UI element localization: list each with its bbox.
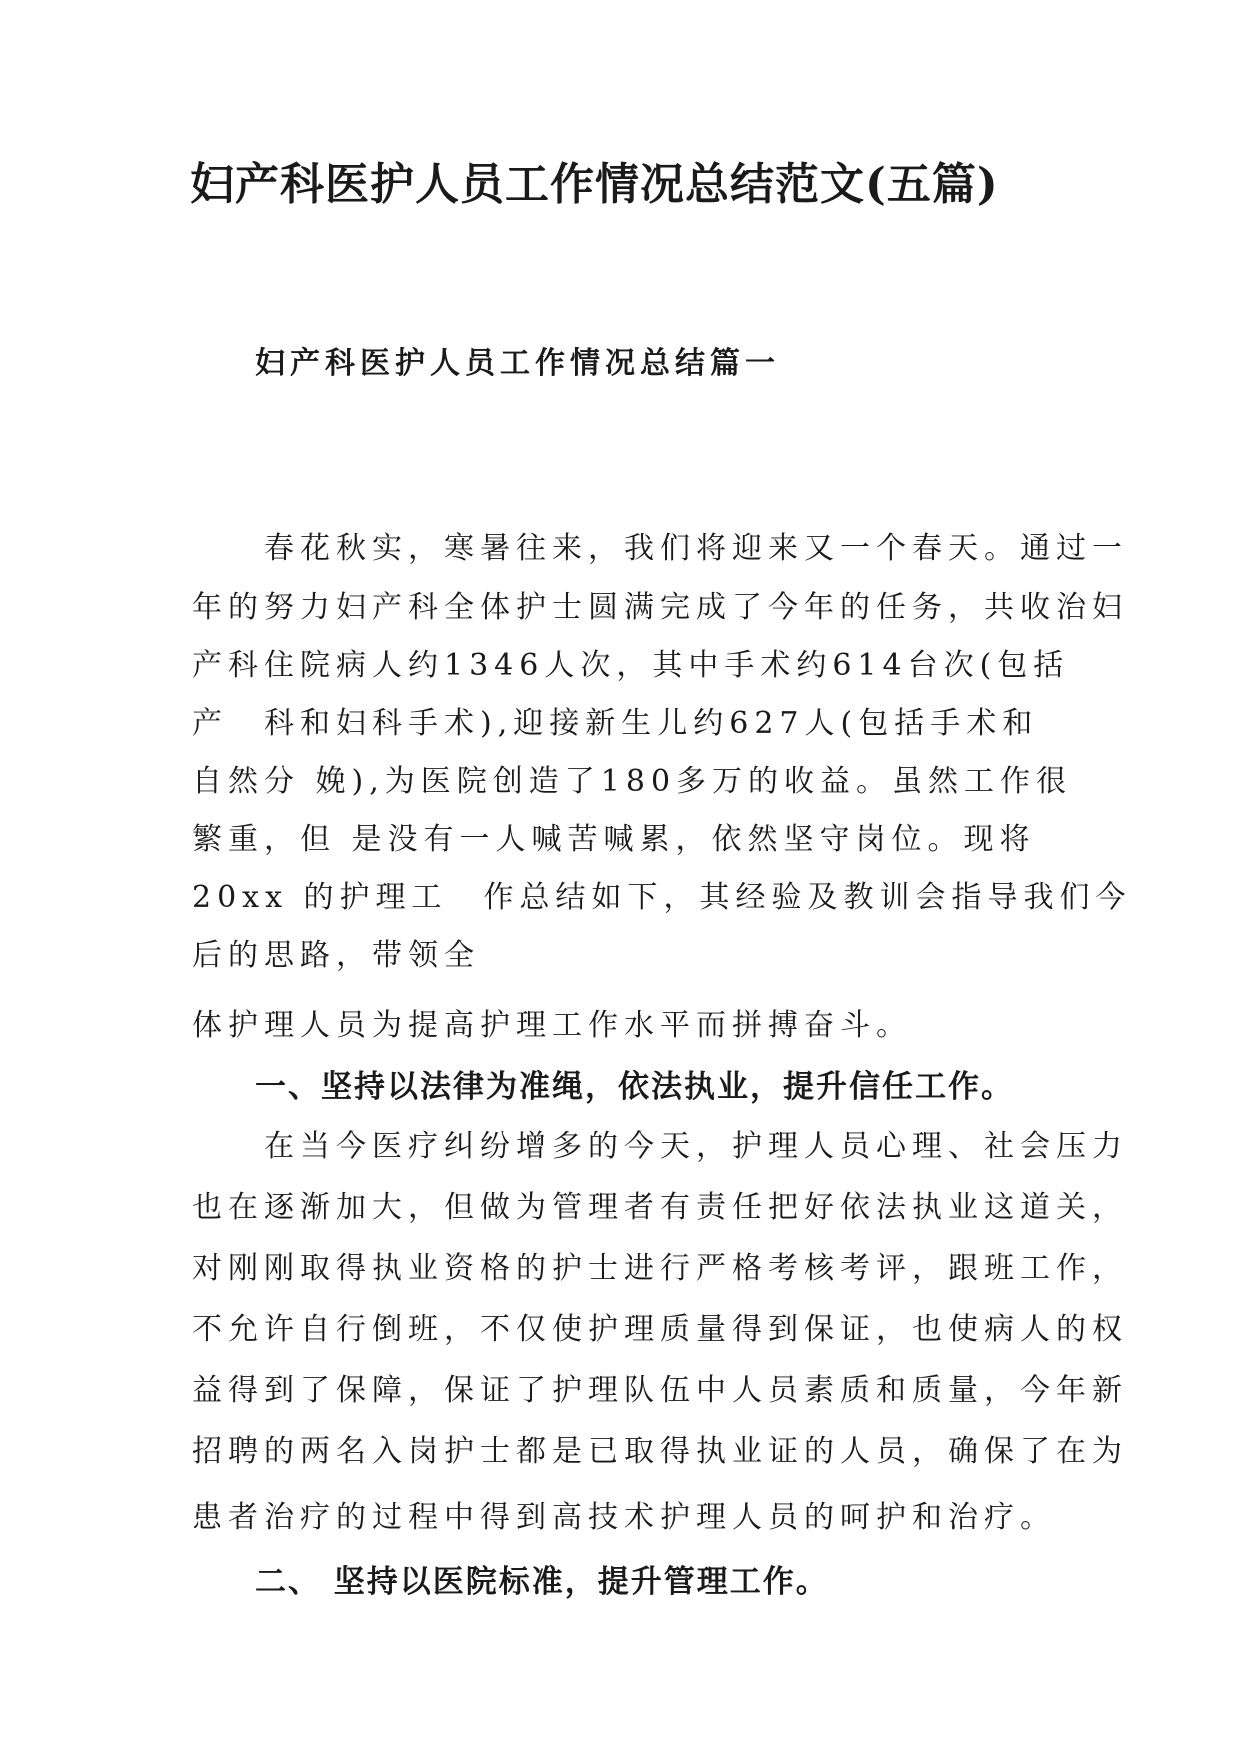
paragraph-line: 年的努力妇产科全体护士圆满完成了今年的任务，共收治妇 <box>192 590 1128 625</box>
subheading-two: 二、 坚持以医院标准，提升管理工作。 <box>255 1564 829 1600</box>
paragraph-line: 不允许自行倒班，不仅使护理质量得到保证，也使病人的权 <box>192 1312 1128 1347</box>
paragraph-line: 益得到了保障，保证了护理队伍中人员素质和质量，今年新 <box>192 1373 1128 1408</box>
paragraph-line: 春花秋实，寒暑往来，我们将迎来又一个春天。通过一 <box>192 531 1128 566</box>
section-heading: 妇产科医护人员工作情况总结篇一 <box>255 346 780 381</box>
paragraph-line: 体护理人员为提高护理工作水平而拼搏奋斗。 <box>192 1008 912 1043</box>
paragraph-line: 产科住院病人约1346人次，其中手术约614台次(包括 <box>192 648 1070 683</box>
paragraph-line: 也在逐渐加大，但做为管理者有责任把好依法执业这道关， <box>192 1190 1128 1225</box>
paragraph-line: 繁重，但 是没有一人喊苦喊累，依然坚守岗位。现将 <box>192 822 1036 857</box>
paragraph-line: 招聘的两名入岗护士都是已取得执业证的人员，确保了在为 <box>192 1434 1128 1469</box>
paragraph-line: 对刚刚取得执业资格的护士进行严格考核考评，跟班工作， <box>192 1251 1128 1286</box>
paragraph-line: 在当今医疗纠纷增多的今天，护理人员心理、社会压力 <box>192 1129 1128 1164</box>
paragraph-line: 患者治疗的过程中得到高技术护理人员的呵护和治疗。 <box>192 1500 1056 1535</box>
paragraph-line: 20xx 的护理工 作总结如下，其经验及教训会指导我们今 <box>192 880 1132 915</box>
paragraph-line: 后的思路，带领全 <box>192 938 480 973</box>
page-title: 妇产科医护人员工作情况总结范文(五篇) <box>190 159 999 210</box>
paragraph-line: 产 科和妇科手术),迎接新生儿约627人(包括手术和 <box>192 706 1039 741</box>
paragraph-line: 自然分 娩),为医院创造了180多万的收益。虽然工作很 <box>192 764 1073 799</box>
subheading-one: 一、坚持以法律为准绳，依法执业，提升信任工作。 <box>255 1069 1014 1105</box>
